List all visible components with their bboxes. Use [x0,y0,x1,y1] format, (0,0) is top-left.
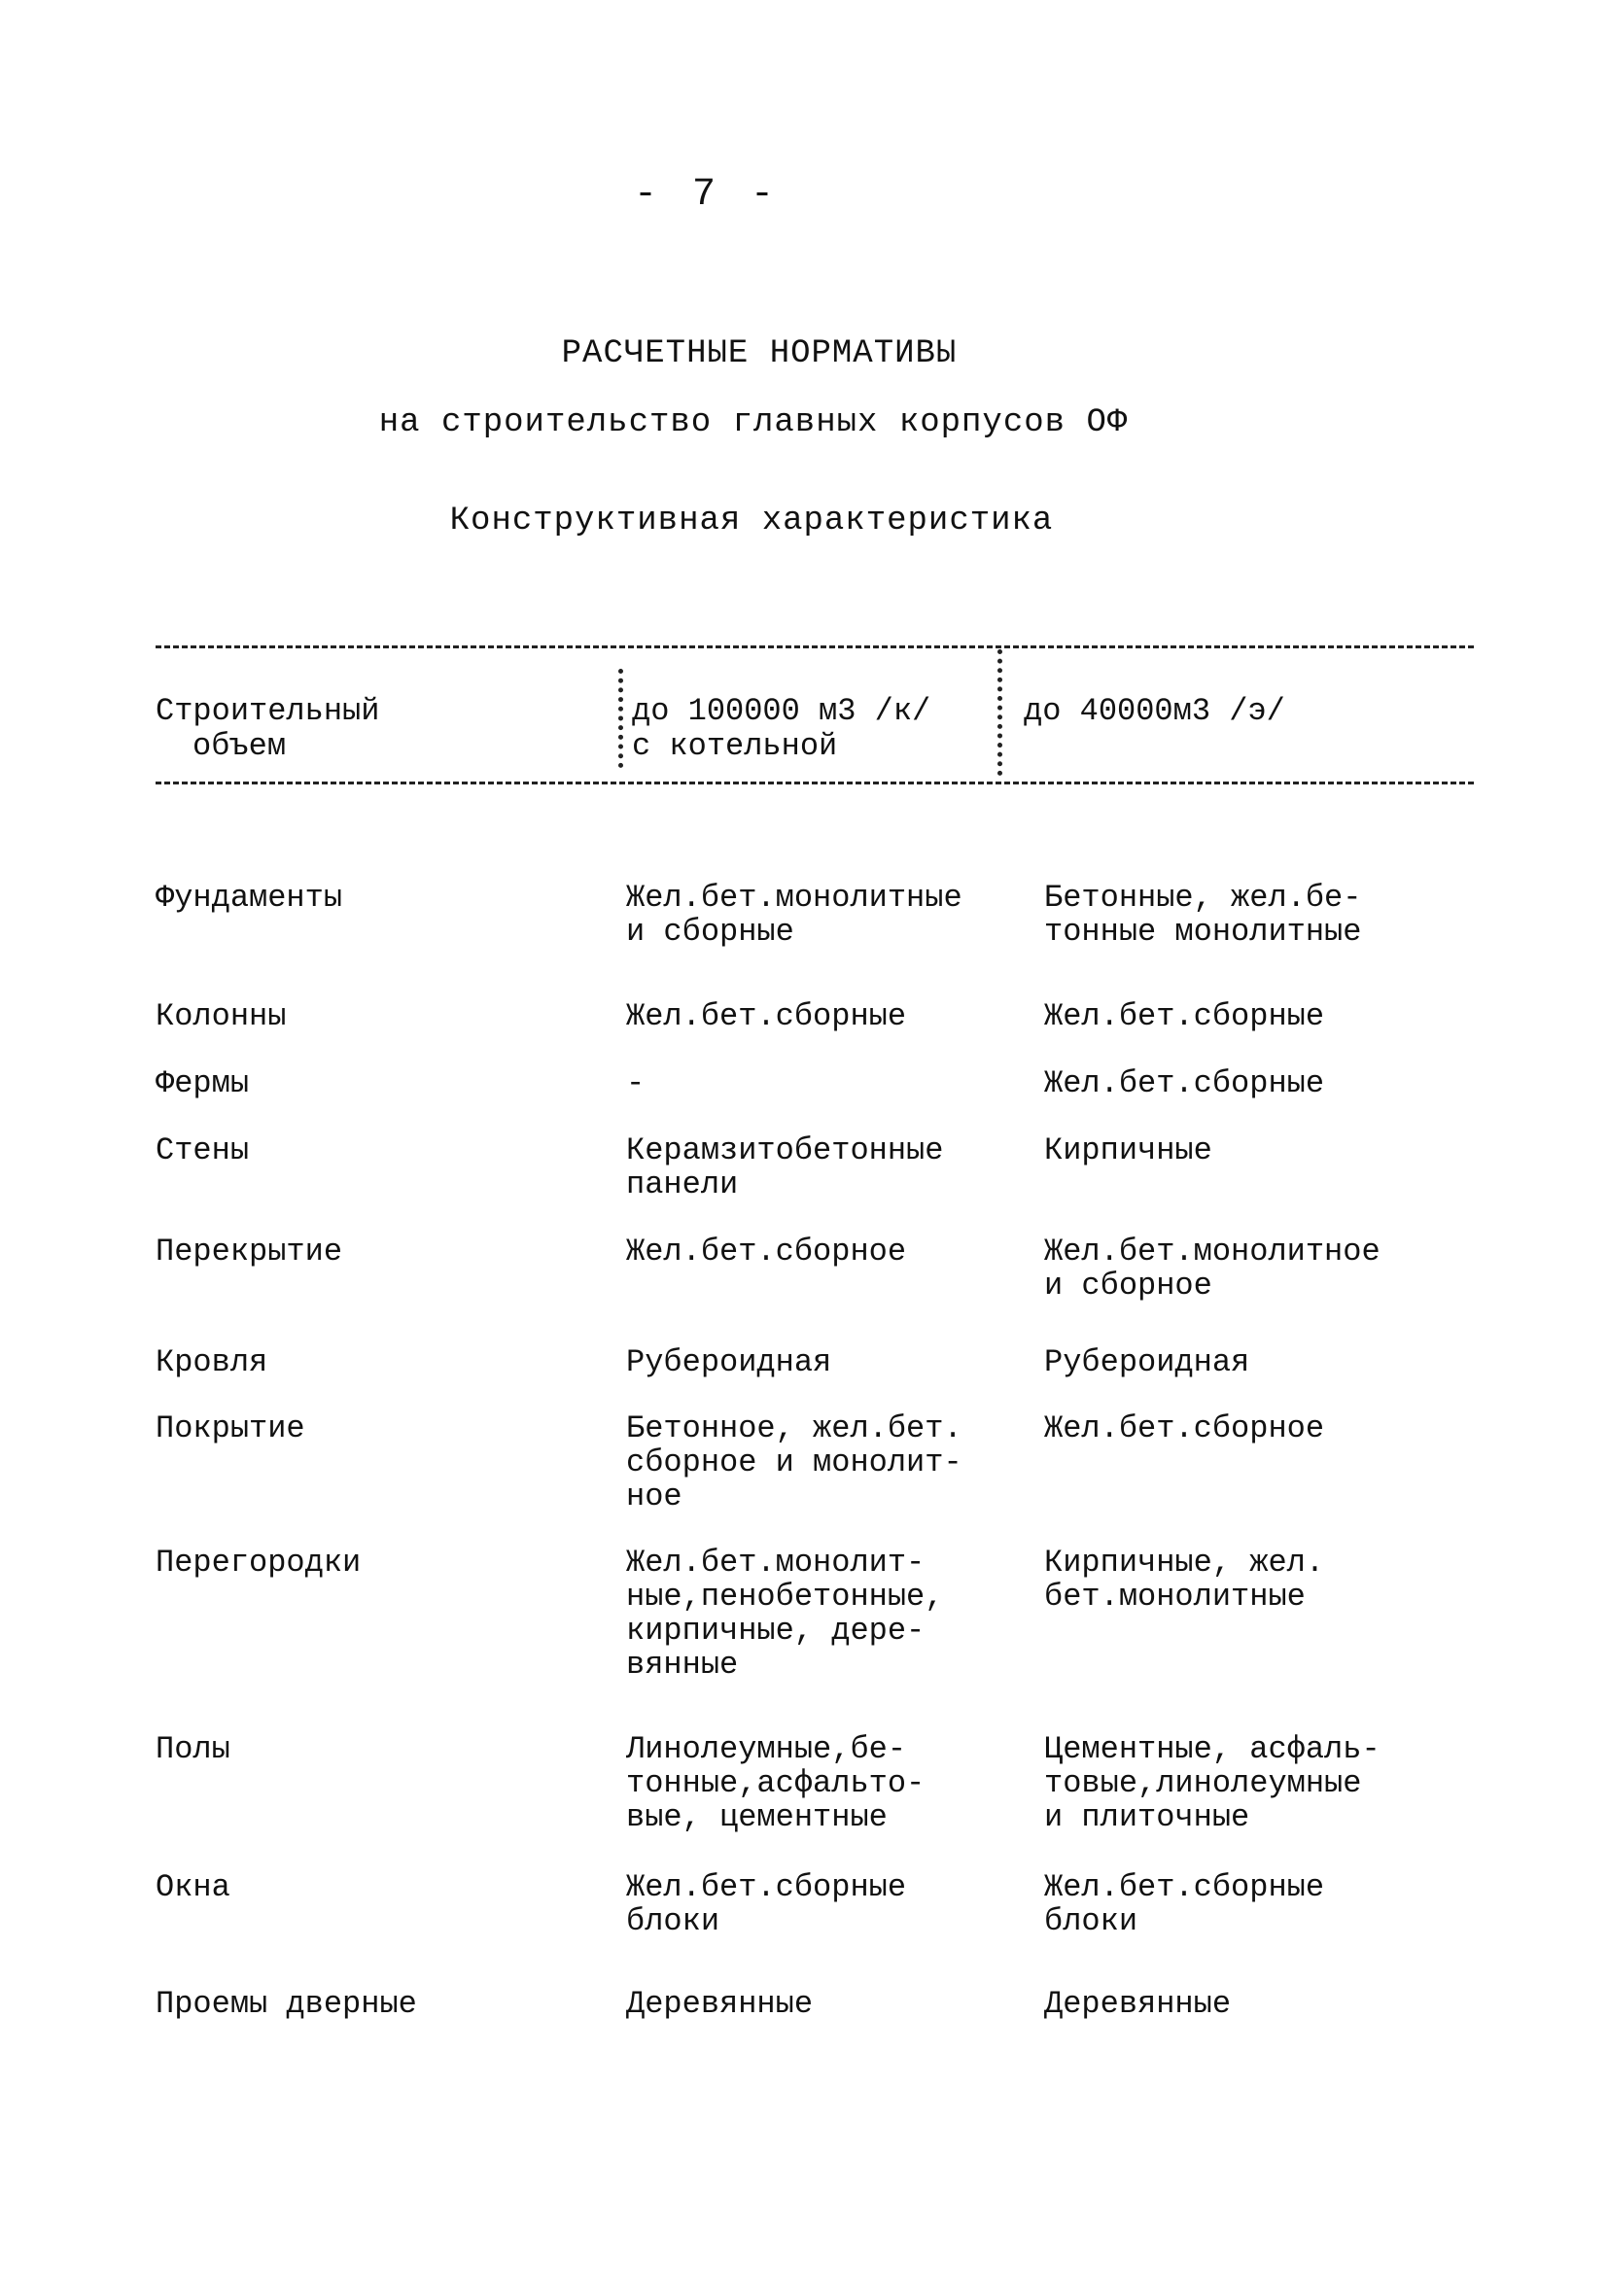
row-label: Фундаменты [156,880,343,916]
row-value-e: Бетонные, жел.бе- тонные монолитные [1044,880,1362,950]
column-separator [997,649,1002,776]
header-cell-volume-e: до 40000м3 /э/ [1024,693,1285,729]
row-value-k: Деревянные [626,1986,814,2022]
header-top-divider [156,645,1474,648]
row-label: Перегородки [156,1545,362,1581]
row-label: Кровля [156,1344,268,1380]
header-cell-volume-k [632,694,992,764]
row-value-k: Рубероидная [626,1344,832,1380]
row-value-k: - [626,1065,646,1101]
row-value-e: Кирпичные [1044,1132,1212,1168]
header-cell-text: с котельной [632,728,838,764]
row-value-e: Деревянные [1044,1986,1232,2022]
row-value-e: Цементные, асфаль- товые,линолеумные и плиточные [1044,1731,1381,1835]
row-value-e: Жел.бет.сборное [1044,1410,1325,1446]
table-header [156,636,1474,791]
row-value-k: Бетонное, жел.бет. сборное и монолит- ное [626,1410,962,1514]
document-title: РАСЧЕТНЫЕ НОРМАТИВЫ [561,335,958,372]
row-label: Колонны [156,998,287,1034]
row-label: Полы [156,1731,230,1767]
document-subtitle: на строительство главных корпусов ОФ [378,404,1129,441]
row-label: Окна [156,1869,230,1905]
page-number: - 7 - [633,173,781,217]
row-value-k: Керамзитобетонные панели [626,1132,944,1202]
row-label: Фермы [156,1065,250,1101]
row-value-e: Жел.бет.сборные [1044,1065,1325,1101]
header-cell-building-volume [156,694,583,764]
row-value-k: Жел.бет.сборное [626,1234,907,1270]
header-bottom-divider [156,782,1474,784]
header-cell-text: объем [192,728,287,764]
header-cell-text: Строительный [156,693,380,729]
row-value-k: Жел.бет.монолитные и сборные [626,880,962,950]
row-value-e: Жел.бет.сборные блоки [1044,1869,1325,1939]
column-separator [618,669,623,768]
row-value-e: Жел.бет.сборные [1044,998,1325,1034]
row-value-e: Кирпичные, жел. бет.монолитные [1044,1545,1325,1615]
row-value-e: Жел.бет.монолитное и сборное [1044,1234,1381,1304]
row-value-k: Жел.бет.монолит- ные,пенобетонные, кирпичные, дере- вянные [626,1545,944,1683]
row-value-e: Рубероидная [1044,1344,1250,1380]
row-value-k: Жел.бет.сборные [626,998,907,1034]
row-value-k: Линолеумные,бе- тонные,асфальто- вые, цементные [626,1731,926,1835]
row-label: Покрытие [156,1410,305,1446]
row-label: Стены [156,1132,250,1168]
header-cell-text: до 100000 м3 /к/ [632,693,931,729]
section-heading: Конструктивная характеристика [449,503,1054,539]
row-value-k: Жел.бет.сборные блоки [626,1869,907,1939]
row-label: Проемы дверные [156,1986,417,2022]
row-label: Перекрытие [156,1234,343,1270]
